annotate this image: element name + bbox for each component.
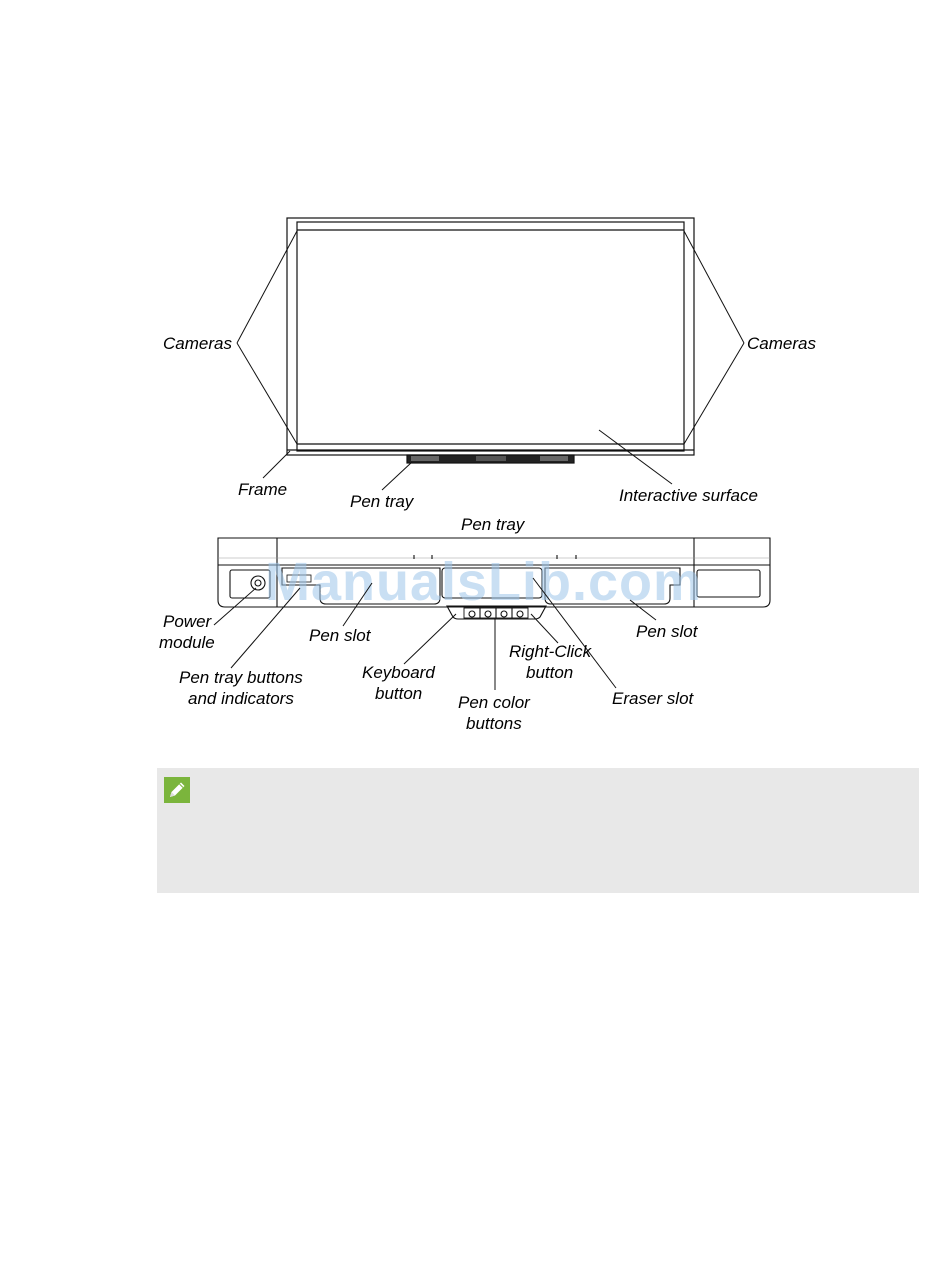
- label-eraser-slot: Eraser slot: [612, 689, 694, 708]
- label-right-click-line1: Right-Click: [509, 642, 592, 661]
- power-button-icon: [251, 576, 265, 590]
- label-cameras-right: Cameras: [747, 334, 816, 353]
- label-pen-tray-buttons-line2: and indicators: [188, 689, 294, 708]
- interactive-surface-area: [297, 222, 684, 451]
- label-pen-slot-left: Pen slot: [309, 626, 371, 645]
- label-keyboard-button-line1: Keyboard: [362, 663, 435, 682]
- label-pen-color-line2: buttons: [466, 714, 522, 733]
- note-box: [157, 768, 919, 893]
- label-pen-tray-buttons-line1: Pen tray buttons: [179, 668, 303, 687]
- label-power-module-line2: module: [159, 633, 215, 652]
- label-interactive-surface: Interactive surface: [619, 486, 758, 505]
- label-power-module-line1: Power: [163, 612, 212, 631]
- right-module: [697, 570, 760, 597]
- whiteboard-frame: [287, 218, 694, 455]
- label-pen-slot-right: Pen slot: [636, 622, 698, 641]
- label-pen-color-line1: Pen color: [458, 693, 530, 712]
- label-keyboard-button-line2: button: [375, 684, 423, 703]
- watermark: ManualsLib.com: [265, 552, 703, 612]
- label-cameras-left: Cameras: [163, 334, 232, 353]
- label-pen-tray: Pen tray: [350, 492, 414, 511]
- label-frame: Frame: [238, 480, 288, 499]
- pen-tray-heading: Pen tray: [461, 515, 525, 534]
- whiteboard-illustration: [287, 218, 694, 463]
- label-right-click-line2: button: [526, 663, 574, 682]
- pencil-note-icon: [164, 777, 190, 803]
- pen-tray-small: [407, 455, 574, 463]
